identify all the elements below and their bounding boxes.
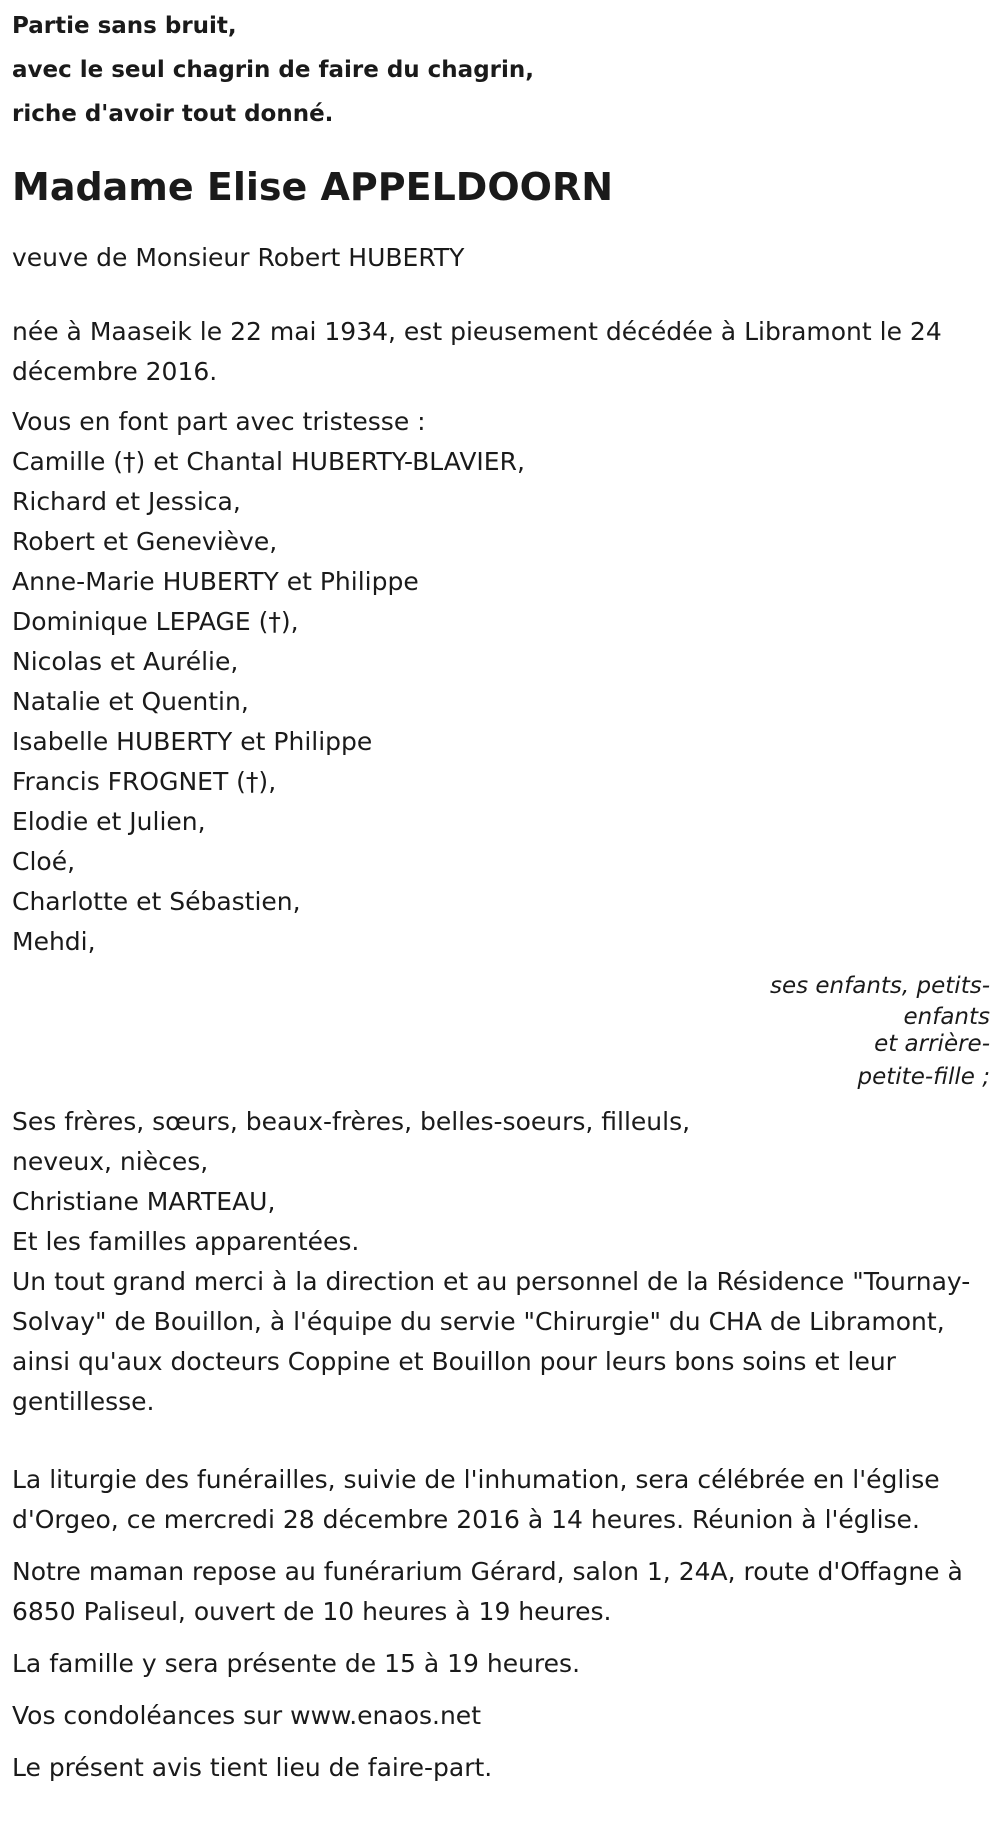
epigraph <box>12 4 992 136</box>
list-item: Robert et Geneviève, <box>12 527 278 556</box>
list-item: Mehdi, <box>12 927 96 956</box>
list-item: neveux, nièces, <box>12 1147 209 1176</box>
list-item: Dominique LEPAGE (†), <box>12 607 299 636</box>
list-item: Camille (†) et Chantal HUBERTY-BLAVIER, <box>12 447 525 476</box>
extended-family <box>12 1102 992 1262</box>
list-item: Ses frères, sœurs, beaux-frères, belles-soeurs, filleuls, <box>12 1107 691 1136</box>
family-list <box>12 442 992 962</box>
relation-caption <box>12 968 992 1096</box>
relation-line: enfants <box>903 1004 990 1030</box>
list-item: Christiane MARTEAU, <box>12 1187 276 1216</box>
epigraph-line: avec le seul chagrin de faire du chagrin, <box>12 57 535 83</box>
announcement-intro: Vous en font part avec tristesse : <box>12 407 426 436</box>
list-item: Natalie et Quentin, <box>12 687 249 716</box>
list-item: Anne-Marie HUBERTY et Philippe <box>12 567 419 596</box>
list-item: Elodie et Julien, <box>12 807 206 836</box>
list-item: Richard et Jessica, <box>12 487 241 516</box>
list-item: Isabelle HUBERTY et Philippe <box>12 727 373 756</box>
epigraph-line: Partie sans bruit, <box>12 13 237 39</box>
rest-place-paragraph: Notre maman repose au funérarium Gérard, salon 1, 24A, route d'Offagne à 6850 Paliseul, ouvert de 10 heures à 19 heures. <box>12 1557 963 1626</box>
condolences-line: Vos condoléances sur www.enaos.net <box>12 1701 481 1730</box>
widow-of: veuve de Monsieur Robert HUBERTY <box>12 243 465 272</box>
relation-line: et arrière- <box>874 1031 990 1057</box>
list-item: Francis FROGNET (†), <box>12 767 277 796</box>
relation-line: petite-fille ; <box>857 1064 990 1090</box>
family-presence: La famille y sera présente de 15 à 19 heures. <box>12 1649 581 1678</box>
list-item: Nicolas et Aurélie, <box>12 647 239 676</box>
list-item: Cloé, <box>12 847 76 876</box>
list-item: Charlotte et Sébastien, <box>12 887 301 916</box>
birth-death-paragraph: née à Maaseik le 22 mai 1934, est pieusement décédée à Libramont le 24 décembre 2016. <box>12 317 942 386</box>
epigraph-line: riche d'avoir tout donné. <box>12 101 334 127</box>
list-item: Et les familles apparentées. <box>12 1227 360 1256</box>
thanks-paragraph: Un tout grand merci à la direction et au personnel de la Résidence "Tournay-Solvay" de Bouillon, à l'équipe du servie "Chirurgie" du CHA de Libramont, ainsi qu'aux docteurs Coppine et Bouillon pour leurs bons soins et leur gentillesse. <box>12 1267 971 1416</box>
relation-line: ses enfants, petits- <box>769 973 990 999</box>
liturgy-paragraph: La liturgie des funérailles, suivie de l'inhumation, sera célébrée en l'église d'Orgeo, ce mercredi 28 décembre 2016 à 14 heures. Réunion à l'église. <box>12 1465 940 1534</box>
deceased-name: Madame Elise APPELDOORN <box>12 165 614 209</box>
notice-line: Le présent avis tient lieu de faire-part. <box>12 1753 493 1782</box>
